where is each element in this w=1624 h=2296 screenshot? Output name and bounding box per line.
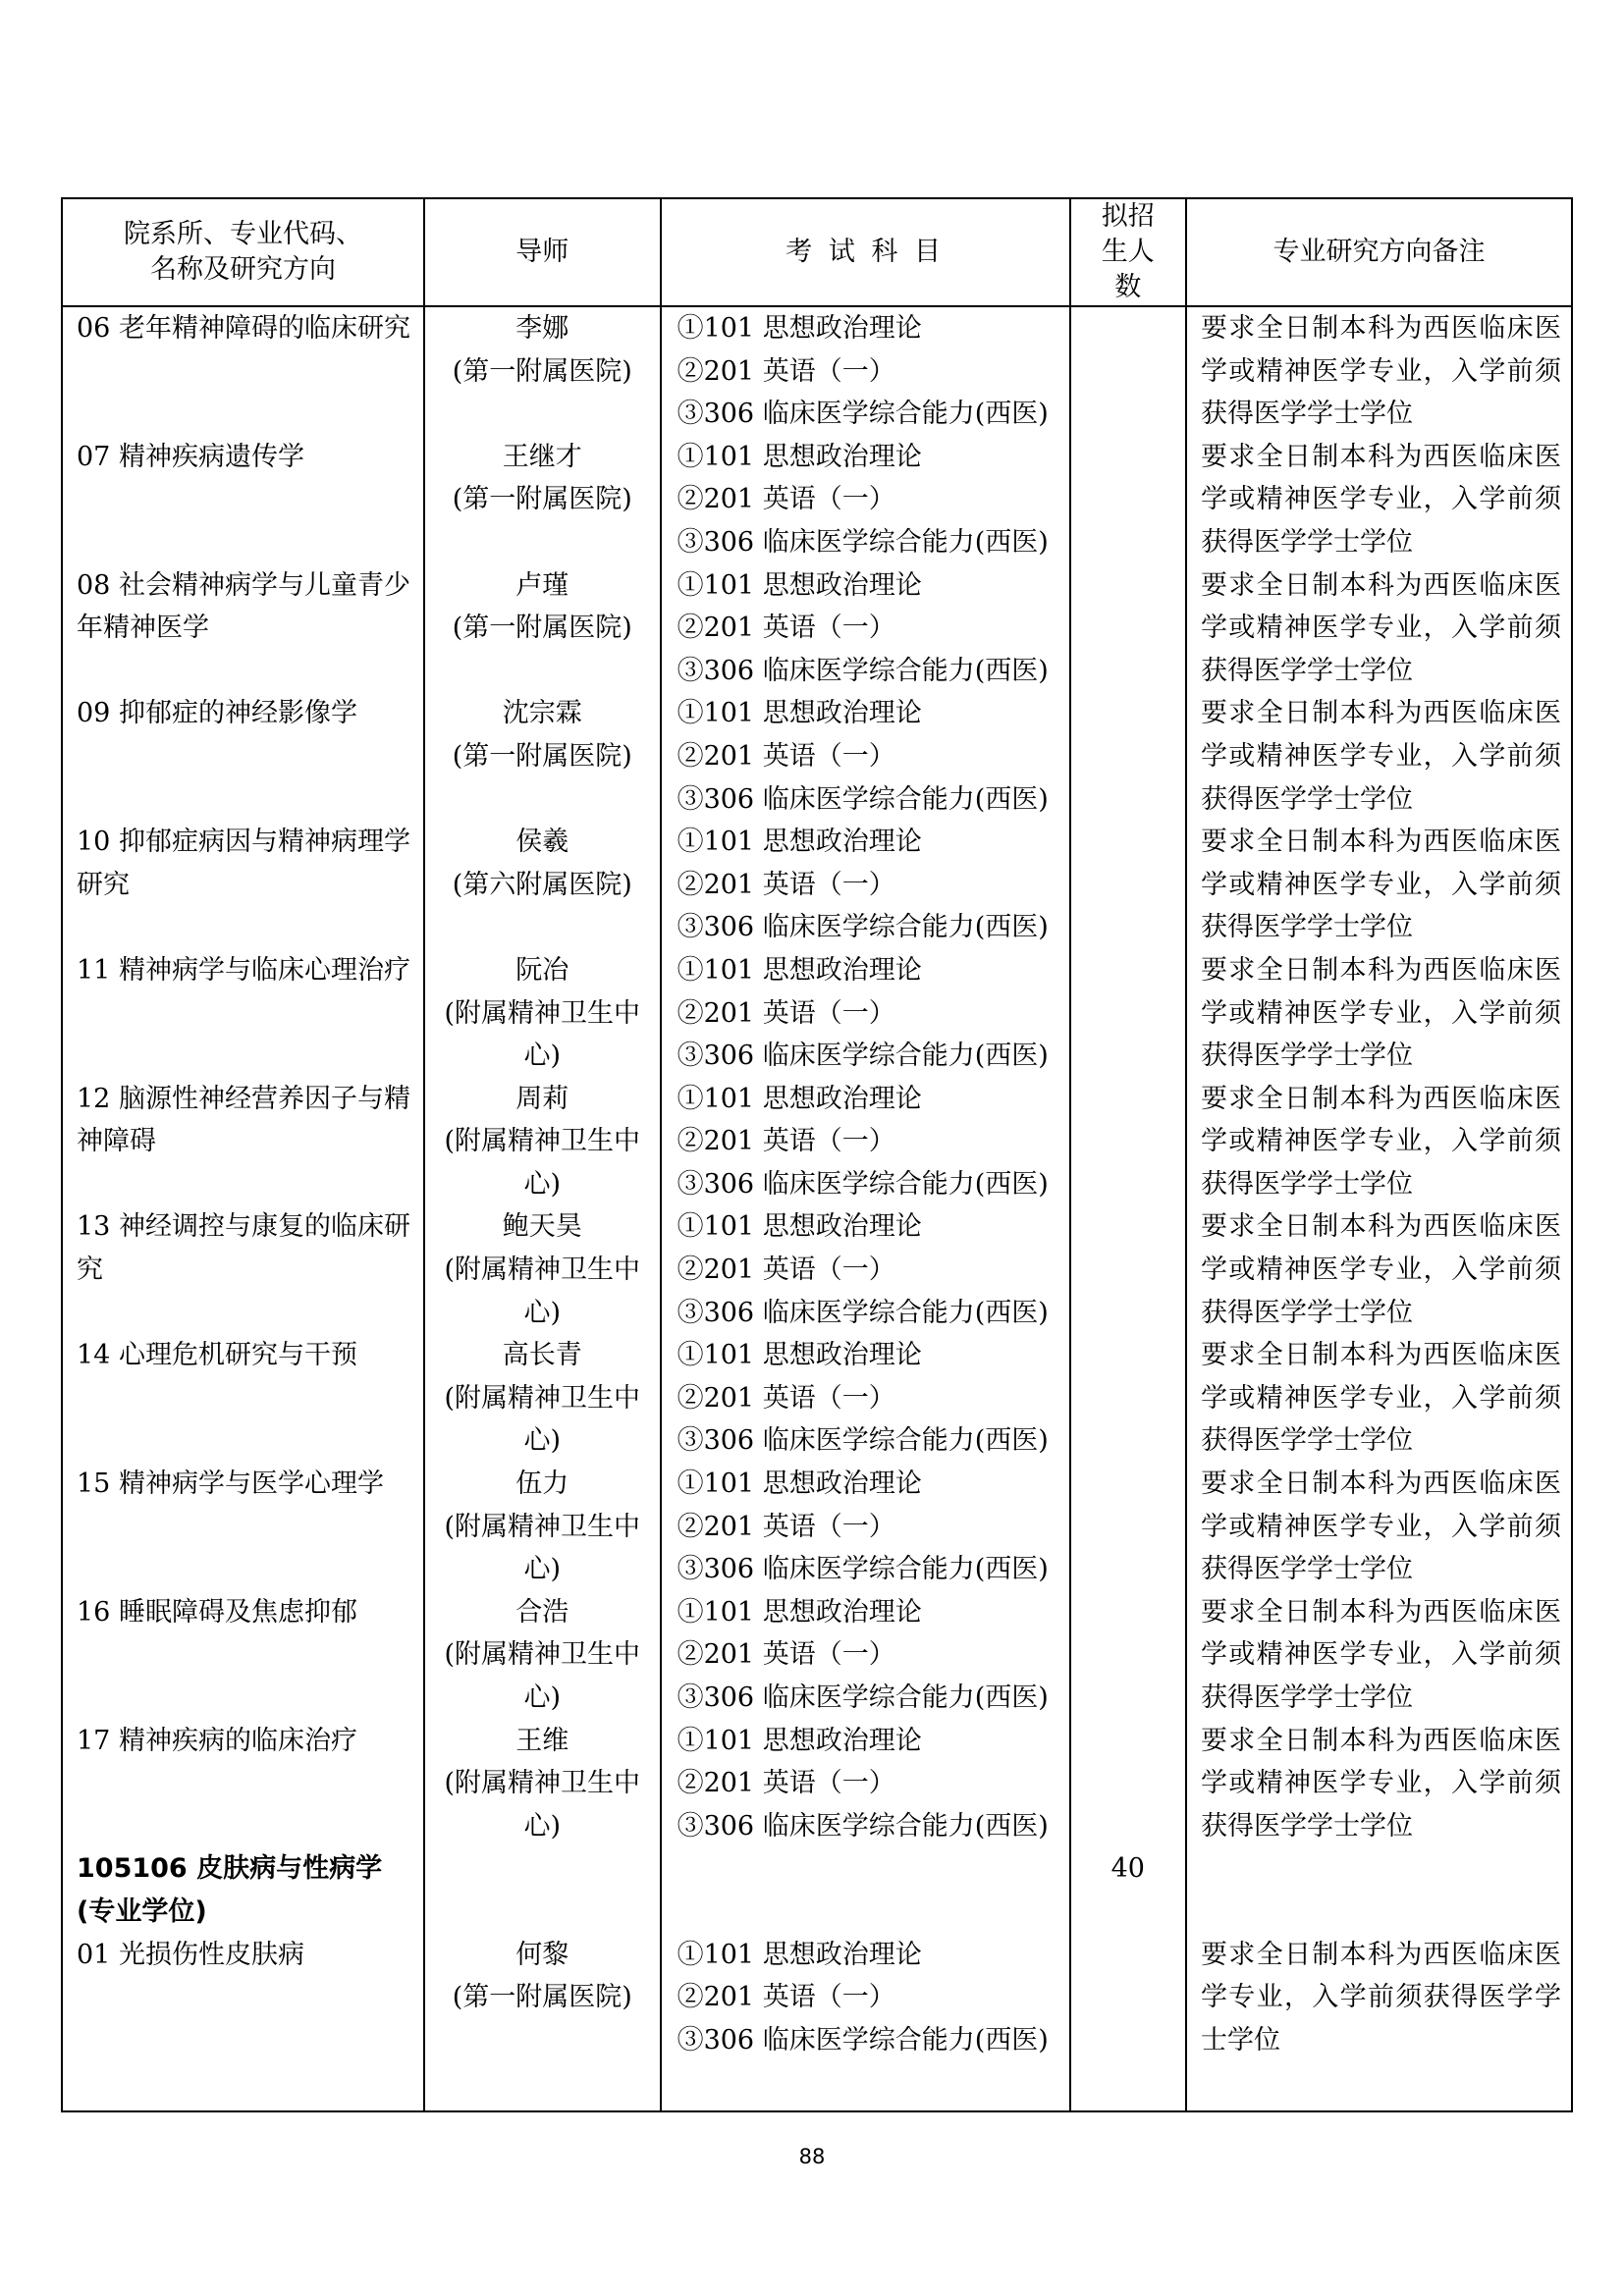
tutor-cell bbox=[424, 1078, 661, 1206]
header-subjects: 考 试 科 目 bbox=[661, 198, 1070, 306]
direction-cell bbox=[62, 1591, 424, 1720]
table-row bbox=[62, 821, 1572, 949]
note-cell bbox=[1186, 949, 1572, 1078]
tutor-name: 阮冶 bbox=[515, 954, 569, 986]
research-direction: 14 心理危机研究与干预 bbox=[77, 1340, 357, 1371]
exam-subject: ①101 思想政治理论 bbox=[677, 1725, 922, 1756]
subjects-cell bbox=[661, 1720, 1070, 1848]
tutor-name: 王继才 bbox=[502, 441, 582, 472]
research-direction: 16 睡眠障碍及焦虑抑郁 bbox=[77, 1596, 357, 1628]
direction-note: 要求全日制本科为西医临床医学或精神医学专业，入学前须获得医学学士学位 bbox=[1200, 569, 1561, 686]
direction-note: 要求全日制本科为西医临床医学或精神医学专业，入学前须获得医学学士学位 bbox=[1200, 1596, 1561, 1713]
exam-subject: ③306 临床医学综合能力(西医) bbox=[677, 912, 1049, 943]
research-direction: 07 精神疾病遗传学 bbox=[77, 441, 304, 472]
quota-cell bbox=[1070, 1720, 1186, 1848]
table-row bbox=[62, 1334, 1572, 1463]
direction-note: 要求全日制本科为西医临床医学或精神医学专业，入学前须获得医学学士学位 bbox=[1200, 1083, 1561, 1200]
note-cell bbox=[1186, 1334, 1572, 1463]
tutor-affiliation: (第一附属医院) bbox=[452, 740, 632, 772]
direction-note: 要求全日制本科为西医临床医学或精神医学专业，入学前须获得医学学士学位 bbox=[1200, 1468, 1561, 1585]
exam-subject: ③306 临床医学综合能力(西医) bbox=[677, 1425, 1049, 1457]
exam-subject: ①101 思想政治理论 bbox=[677, 441, 922, 472]
note-cell bbox=[1186, 436, 1572, 564]
tutor-cell bbox=[424, 1591, 661, 1720]
empty-cell bbox=[424, 1847, 661, 1933]
quota-cell bbox=[1070, 436, 1186, 564]
exam-subject: ③306 临床医学综合能力(西医) bbox=[677, 1682, 1049, 1713]
table-body bbox=[62, 306, 1572, 2111]
exam-subject: ②201 英语（一） bbox=[677, 869, 895, 900]
exam-subject: ③306 临床医学综合能力(西医) bbox=[677, 1041, 1049, 1072]
header-direction: 院系所、专业代码、名称及研究方向 bbox=[62, 198, 424, 306]
note-cell bbox=[1186, 1591, 1572, 1720]
note-cell bbox=[1186, 1205, 1572, 1334]
note-cell bbox=[1186, 1720, 1572, 1848]
tutor-affiliation: (附属精神卫生中心) bbox=[444, 1511, 641, 1585]
research-direction: 10 抑郁症病因与精神病理学研究 bbox=[77, 827, 410, 900]
exam-subject: ②201 英语（一） bbox=[677, 1382, 895, 1414]
note-cell bbox=[1186, 1078, 1572, 1206]
table-row bbox=[62, 1463, 1572, 1591]
exam-subject: ②201 英语（一） bbox=[677, 997, 895, 1029]
major-title-cell bbox=[62, 1847, 424, 1933]
research-direction: 12 脑源性神经营养因子与精神障碍 bbox=[77, 1083, 410, 1157]
exam-subject: ③306 临床医学综合能力(西医) bbox=[677, 1297, 1049, 1328]
tutor-affiliation: (附属精神卫生中心) bbox=[444, 1639, 641, 1713]
subjects-cell bbox=[661, 949, 1070, 1078]
research-direction: 08 社会精神病学与儿童青少年精神医学 bbox=[77, 569, 410, 644]
tutor-cell bbox=[424, 1934, 661, 2111]
page-number: 88 bbox=[798, 2145, 826, 2168]
direction-cell bbox=[62, 1934, 424, 2111]
exam-subject: ③306 临床医学综合能力(西医) bbox=[677, 783, 1049, 815]
exam-subject: ①101 思想政治理论 bbox=[677, 698, 922, 729]
research-direction: 13 神经调控与康复的临床研究 bbox=[77, 1211, 410, 1286]
quota-cell bbox=[1070, 564, 1186, 693]
header-notes: 专业研究方向备注 bbox=[1186, 198, 1572, 306]
table-row bbox=[62, 1205, 1572, 1334]
direction-cell bbox=[62, 1205, 424, 1334]
research-direction: 01 光损伤性皮肤病 bbox=[77, 1939, 304, 1970]
exam-subject: ①101 思想政治理论 bbox=[677, 1211, 922, 1243]
quota-cell bbox=[1070, 1591, 1186, 1720]
quota-cell bbox=[1070, 821, 1186, 949]
research-direction: 15 精神病学与医学心理学 bbox=[77, 1468, 384, 1500]
direction-cell bbox=[62, 1463, 424, 1591]
direction-cell bbox=[62, 821, 424, 949]
tutor-name: 侯羲 bbox=[515, 827, 569, 858]
subjects-cell bbox=[661, 1463, 1070, 1591]
tutor-name: 高长青 bbox=[502, 1340, 582, 1371]
tutor-cell bbox=[424, 821, 661, 949]
table-row bbox=[62, 1934, 1572, 2111]
tutor-affiliation: (第一附属医院) bbox=[452, 1982, 632, 2013]
major-title: 105106 皮肤病与性病学(专业学位) bbox=[77, 1853, 383, 1927]
quota-cell bbox=[1070, 1078, 1186, 1206]
tutor-cell bbox=[424, 306, 661, 436]
exam-subject: ①101 思想政治理论 bbox=[677, 1468, 922, 1500]
note-cell bbox=[1186, 564, 1572, 693]
table-row bbox=[62, 949, 1572, 1078]
empty-cell bbox=[661, 1847, 1070, 1933]
tutor-affiliation: (附属精神卫生中心) bbox=[444, 1382, 641, 1457]
exam-subject: ③306 临床医学综合能力(西医) bbox=[677, 1554, 1049, 1585]
exam-subject: ②201 英语（一） bbox=[677, 1255, 895, 1286]
tutor-cell bbox=[424, 1463, 661, 1591]
tutor-name: 鲍天昊 bbox=[502, 1211, 582, 1243]
tutor-affiliation: (附属精神卫生中心) bbox=[444, 1255, 641, 1328]
exam-subject: ②201 英语（一） bbox=[677, 1511, 895, 1542]
enrollment-table bbox=[61, 197, 1573, 2112]
tutor-name: 合浩 bbox=[515, 1596, 569, 1628]
tutor-affiliation: (第一附属医院) bbox=[452, 613, 632, 644]
direction-note: 要求全日制本科为西医临床医学或精神医学专业，入学前须获得医学学士学位 bbox=[1200, 441, 1561, 558]
note-cell bbox=[1186, 1463, 1572, 1591]
header-quota: 拟招生人数 bbox=[1070, 198, 1186, 306]
table-row bbox=[62, 306, 1572, 436]
note-cell bbox=[1186, 821, 1572, 949]
table-header-row bbox=[62, 198, 1572, 306]
research-direction: 09 抑郁症的神经影像学 bbox=[77, 698, 357, 729]
direction-note: 要求全日制本科为西医临床医学或精神医学专业，入学前须获得医学学士学位 bbox=[1200, 1725, 1561, 1842]
tutor-name: 伍力 bbox=[515, 1468, 569, 1500]
table-row bbox=[62, 1078, 1572, 1206]
direction-note: 要求全日制本科为西医临床医学专业，入学前须获得医学学士学位 bbox=[1200, 1939, 1561, 2056]
tutor-cell bbox=[424, 692, 661, 821]
note-cell bbox=[1186, 306, 1572, 436]
quota-cell bbox=[1070, 306, 1186, 436]
direction-cell bbox=[62, 436, 424, 564]
direction-note: 要求全日制本科为西医临床医学或精神医学专业，入学前须获得医学学士学位 bbox=[1200, 313, 1561, 430]
direction-cell bbox=[62, 1078, 424, 1206]
subjects-cell bbox=[661, 306, 1070, 436]
subjects-cell bbox=[661, 1205, 1070, 1334]
exam-subject: ①101 思想政治理论 bbox=[677, 1083, 922, 1114]
direction-cell bbox=[62, 564, 424, 693]
major-row bbox=[62, 1847, 1572, 1933]
exam-subject: ③306 临床医学综合能力(西医) bbox=[677, 2024, 1049, 2056]
subjects-cell bbox=[661, 1591, 1070, 1720]
direction-cell bbox=[62, 949, 424, 1078]
exam-subject: ①101 思想政治理论 bbox=[677, 1939, 922, 1970]
tutor-name: 沈宗霖 bbox=[502, 698, 582, 729]
direction-cell bbox=[62, 1720, 424, 1848]
exam-subject: ③306 临床医学综合能力(西医) bbox=[677, 655, 1049, 686]
exam-subject: ③306 临床医学综合能力(西医) bbox=[677, 399, 1049, 430]
exam-subject: ②201 英语（一） bbox=[677, 1639, 895, 1671]
tutor-name: 何黎 bbox=[515, 1939, 569, 1970]
subjects-cell bbox=[661, 692, 1070, 821]
direction-note: 要求全日制本科为西医临床医学或精神医学专业，入学前须获得医学学士学位 bbox=[1200, 1211, 1561, 1328]
direction-cell bbox=[62, 692, 424, 821]
tutor-affiliation: (第一附属医院) bbox=[452, 355, 632, 387]
table-row bbox=[62, 564, 1572, 693]
subjects-cell bbox=[661, 1078, 1070, 1206]
subjects-cell bbox=[661, 436, 1070, 564]
exam-subject: ①101 思想政治理论 bbox=[677, 827, 922, 858]
tutor-cell bbox=[424, 1205, 661, 1334]
research-direction: 11 精神病学与临床心理治疗 bbox=[77, 954, 410, 986]
tutor-name: 周莉 bbox=[515, 1083, 569, 1114]
direction-note: 要求全日制本科为西医临床医学或精神医学专业，入学前须获得医学学士学位 bbox=[1200, 1340, 1561, 1457]
quota-cell bbox=[1070, 1847, 1186, 1933]
direction-note: 要求全日制本科为西医临床医学或精神医学专业，入学前须获得医学学士学位 bbox=[1200, 698, 1561, 815]
exam-subject: ②201 英语（一） bbox=[677, 613, 895, 644]
quota-cell bbox=[1070, 1205, 1186, 1334]
exam-subject: ②201 英语（一） bbox=[677, 1126, 895, 1157]
major-quota: 40 bbox=[1110, 1853, 1145, 1885]
tutor-affiliation: (附属精神卫生中心) bbox=[444, 1768, 641, 1842]
tutor-cell bbox=[424, 1720, 661, 1848]
tutor-affiliation: (第六附属医院) bbox=[452, 869, 632, 900]
tutor-cell bbox=[424, 949, 661, 1078]
table-row bbox=[62, 1720, 1572, 1848]
empty-cell bbox=[1186, 1847, 1572, 1933]
header-tutor: 导师 bbox=[424, 198, 661, 306]
tutor-cell bbox=[424, 436, 661, 564]
subjects-cell bbox=[661, 821, 1070, 949]
quota-cell bbox=[1070, 1334, 1186, 1463]
exam-subject: ③306 临床医学综合能力(西医) bbox=[677, 1168, 1049, 1200]
tutor-affiliation: (附属精神卫生中心) bbox=[444, 1126, 641, 1200]
table-row bbox=[62, 692, 1572, 821]
research-direction: 06 老年精神障碍的临床研究 bbox=[77, 313, 410, 344]
note-cell bbox=[1186, 692, 1572, 821]
direction-cell bbox=[62, 306, 424, 436]
exam-subject: ①101 思想政治理论 bbox=[677, 1596, 922, 1628]
quota-cell bbox=[1070, 1463, 1186, 1591]
tutor-name: 李娜 bbox=[515, 313, 569, 344]
exam-subject: ③306 临床医学综合能力(西医) bbox=[677, 526, 1049, 558]
subjects-cell bbox=[661, 1334, 1070, 1463]
tutor-affiliation: (附属精神卫生中心) bbox=[444, 997, 641, 1072]
exam-subject: ①101 思想政治理论 bbox=[677, 313, 922, 344]
exam-subject: ③306 临床医学综合能力(西医) bbox=[677, 1810, 1049, 1842]
exam-subject: ①101 思想政治理论 bbox=[677, 569, 922, 601]
tutor-name: 卢瑾 bbox=[515, 569, 569, 601]
quota-cell bbox=[1070, 692, 1186, 821]
exam-subject: ①101 思想政治理论 bbox=[677, 1340, 922, 1371]
tutor-affiliation: (第一附属医院) bbox=[452, 484, 632, 515]
exam-subject: ②201 英语（一） bbox=[677, 1768, 895, 1799]
table-row bbox=[62, 436, 1572, 564]
quota-cell bbox=[1070, 1934, 1186, 2111]
note-cell bbox=[1186, 1934, 1572, 2111]
exam-subject: ①101 思想政治理论 bbox=[677, 954, 922, 986]
direction-note: 要求全日制本科为西医临床医学或精神医学专业，入学前须获得医学学士学位 bbox=[1200, 954, 1561, 1072]
exam-subject: ②201 英语（一） bbox=[677, 355, 895, 387]
subjects-cell bbox=[661, 564, 1070, 693]
exam-subject: ②201 英语（一） bbox=[677, 1982, 895, 2013]
subjects-cell bbox=[661, 1934, 1070, 2111]
tutor-cell bbox=[424, 564, 661, 693]
tutor-name: 王维 bbox=[515, 1725, 569, 1756]
exam-subject: ②201 英语（一） bbox=[677, 740, 895, 772]
research-direction: 17 精神疾病的临床治疗 bbox=[77, 1725, 357, 1756]
direction-note: 要求全日制本科为西医临床医学或精神医学专业，入学前须获得医学学士学位 bbox=[1200, 827, 1561, 943]
table-row bbox=[62, 1591, 1572, 1720]
exam-subject: ②201 英语（一） bbox=[677, 484, 895, 515]
quota-cell bbox=[1070, 949, 1186, 1078]
direction-cell bbox=[62, 1334, 424, 1463]
tutor-cell bbox=[424, 1334, 661, 1463]
